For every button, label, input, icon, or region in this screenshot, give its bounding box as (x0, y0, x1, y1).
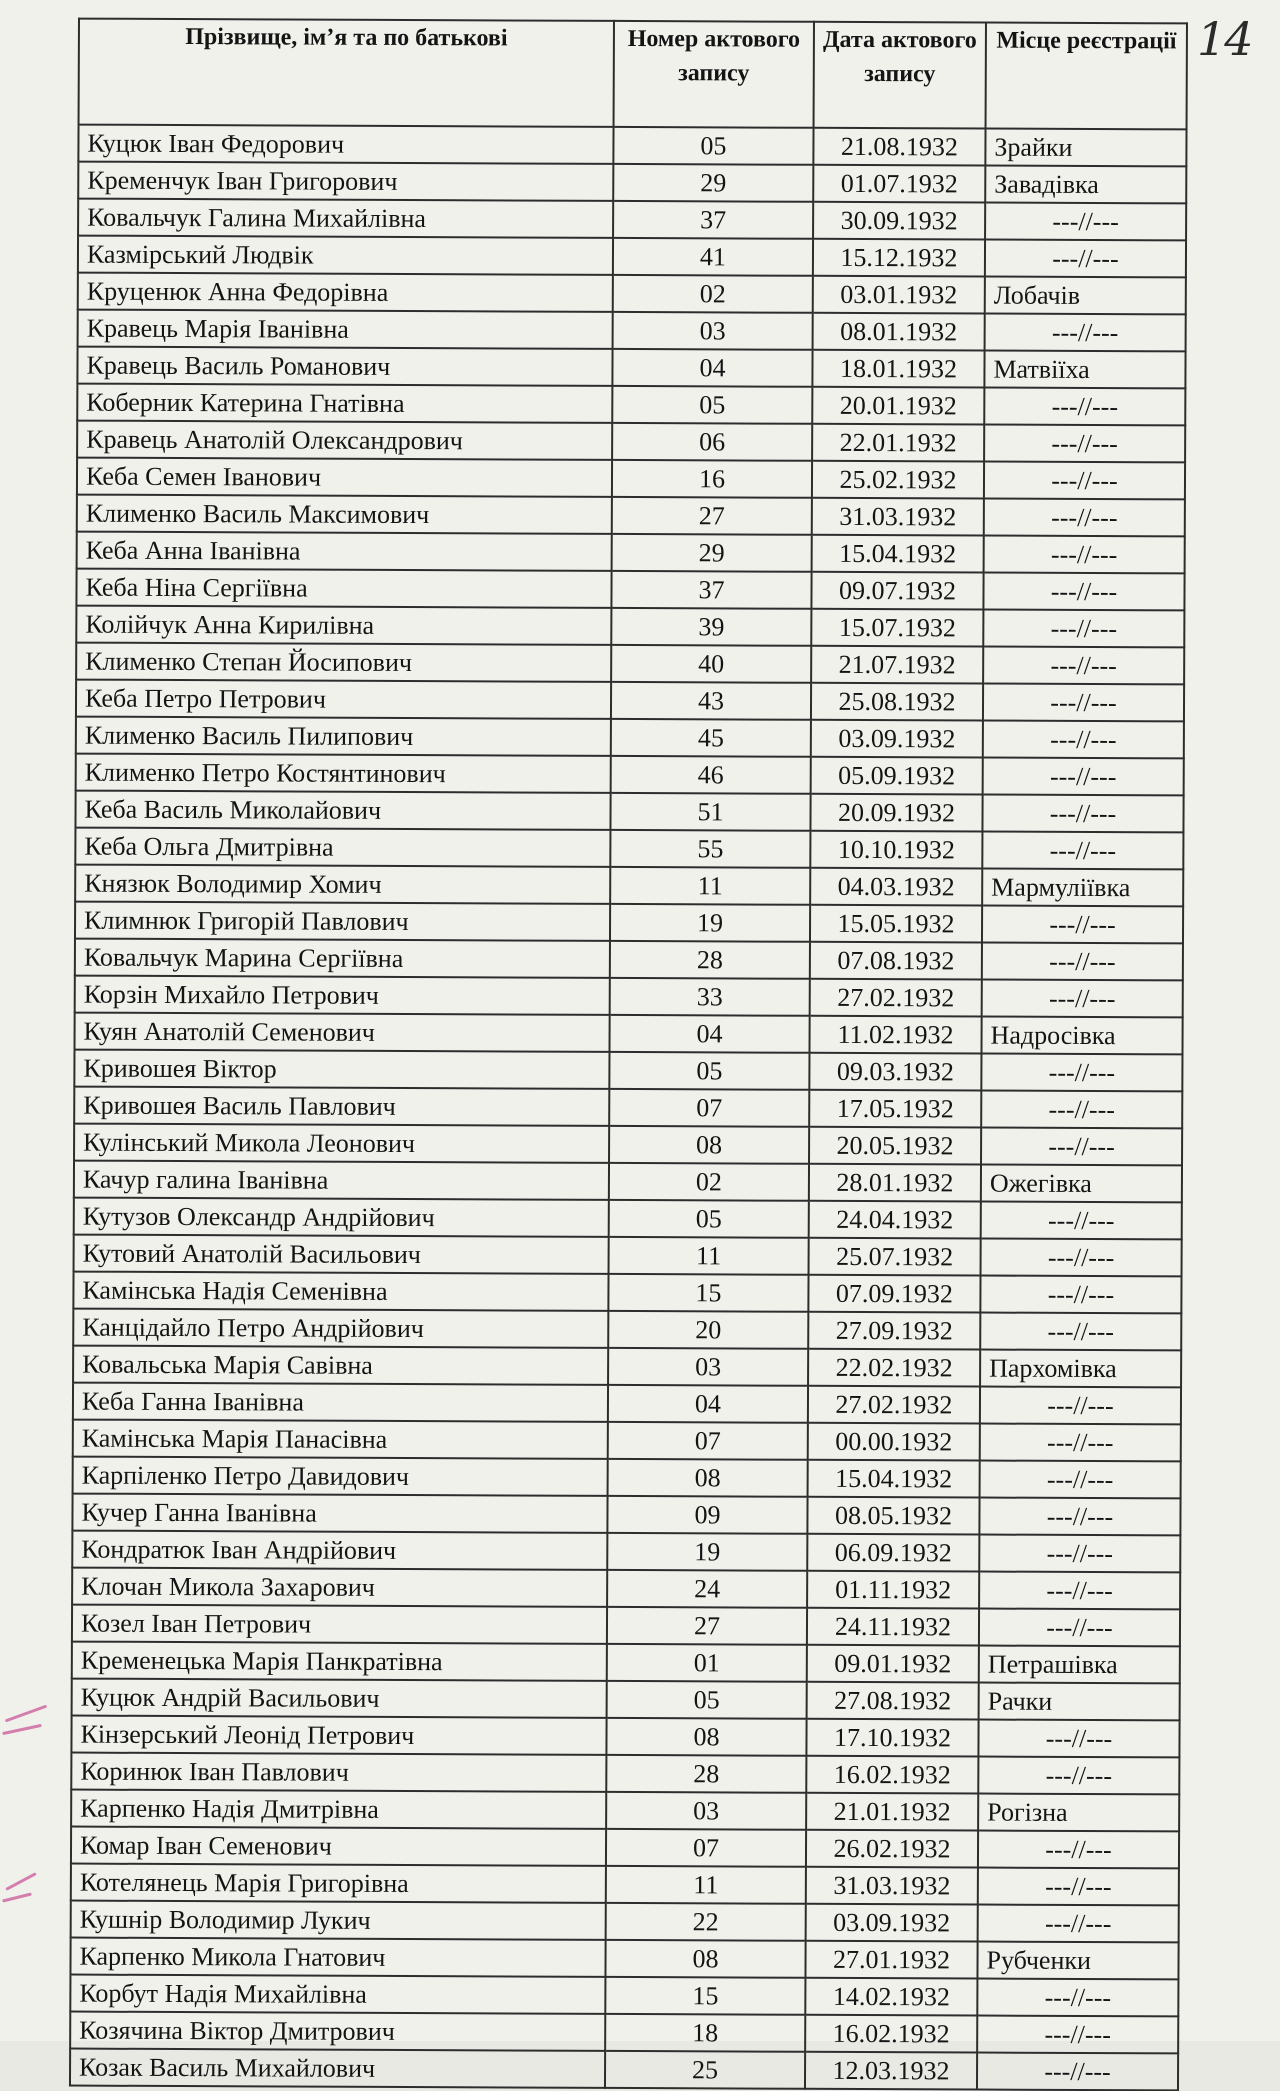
table-row (76, 680, 1184, 722)
cell-name: Корзін Михайло Петрович (75, 976, 610, 1015)
cell-registration-place: ---//--- (984, 536, 1185, 574)
cell-registration-place: ---//--- (982, 906, 1183, 944)
cell-record-date: 30.09.1932 (813, 202, 985, 240)
cell-name: Кеба Ніна Сергіївна (76, 569, 611, 608)
table-row (74, 1124, 1182, 1166)
cell-name: Канцідайло Петро Андрійович (73, 1309, 608, 1348)
cell-record-number: 05 (607, 1681, 807, 1719)
cell-record-number: 29 (613, 164, 813, 202)
records-body (70, 125, 1187, 2091)
cell-name: Колійчук Анна Кирилівна (76, 606, 611, 645)
cell-record-date: 22.01.1932 (812, 424, 984, 462)
cell-registration-place: ---//--- (978, 1757, 1179, 1795)
cell-name: Ковальчук Марина Сергіївна (75, 939, 610, 978)
table-row (73, 1272, 1181, 1314)
cell-name: Кондратюк Іван Андрійович (72, 1531, 607, 1570)
table-row (72, 1679, 1180, 1721)
table-row (78, 310, 1186, 352)
cell-record-number: 04 (608, 1385, 808, 1423)
cell-registration-place: ---//--- (979, 1572, 1180, 1610)
table-row (77, 458, 1185, 500)
records-table (69, 18, 1188, 2091)
cell-registration-place: ---//--- (981, 1054, 1182, 1092)
cell-registration-place: Петрашівка (979, 1646, 1180, 1684)
table-row (75, 865, 1183, 907)
cell-record-number: 39 (611, 608, 811, 646)
cell-name: Казмірський Людвік (78, 236, 613, 275)
column-header-name: Прізвище, ім’я та по батькові (79, 19, 614, 127)
cell-record-date: 10.10.1932 (810, 831, 982, 869)
cell-registration-place: ---//--- (983, 721, 1184, 759)
table-row (75, 791, 1183, 833)
cell-registration-place: Лобачів (985, 277, 1186, 315)
cell-record-date: 03.01.1932 (813, 276, 985, 314)
cell-record-date: 09.07.1932 (811, 572, 983, 610)
cell-record-number: 06 (612, 423, 812, 461)
cell-registration-place: ---//--- (980, 1313, 1181, 1351)
cell-registration-place: ---//--- (984, 388, 1185, 426)
cell-record-number: 41 (613, 238, 813, 276)
cell-name: Корбут Надія Михайлівна (70, 1975, 605, 2014)
cell-record-number: 27 (607, 1607, 807, 1645)
cell-name: Карпіленко Петро Давидович (73, 1457, 608, 1496)
cell-record-number: 15 (608, 1274, 808, 1312)
cell-registration-place: ---//--- (978, 1905, 1179, 1943)
cell-name: Кутузов Олександр Андрійович (74, 1198, 609, 1237)
cell-record-date: 31.03.1932 (812, 498, 984, 536)
cell-name: Кутовий Анатолій Васильович (74, 1235, 609, 1274)
cell-name: Качур галина Іванівна (74, 1161, 609, 1200)
cell-registration-place: ---//--- (981, 1239, 1182, 1277)
table-row (70, 1975, 1178, 2017)
cell-record-number: 16 (612, 460, 812, 498)
cell-name: Камінська Марія Панасівна (73, 1420, 608, 1459)
cell-registration-place: ---//--- (981, 1202, 1182, 1240)
cell-name: Куцюк Андрій Васильович (72, 1679, 607, 1718)
table-row (71, 1790, 1179, 1832)
cell-name: Кравець Марія Іванівна (78, 310, 613, 349)
column-header-place: Місце реєстрації (986, 23, 1187, 130)
cell-record-date: 21.01.1932 (806, 1793, 978, 1831)
cell-record-number: 19 (610, 904, 810, 942)
table-row (74, 1087, 1182, 1129)
cell-record-date: 16.02.1932 (806, 1756, 978, 1794)
pencil-mark (5, 1705, 47, 1723)
column-header-date: Дата актового запису (814, 22, 986, 129)
cell-registration-place: ---//--- (978, 1720, 1179, 1758)
cell-record-number: 22 (606, 1903, 806, 1941)
cell-record-date: 08.01.1932 (813, 313, 985, 351)
cell-record-date: 04.03.1932 (810, 868, 982, 906)
table-row (78, 236, 1186, 278)
cell-record-number: 19 (607, 1533, 807, 1571)
table-row (74, 1050, 1182, 1092)
cell-record-date: 15.04.1932 (808, 1460, 980, 1498)
cell-name: Кривошея Віктор (74, 1050, 609, 1089)
cell-record-date: 24.04.1932 (809, 1201, 981, 1239)
cell-registration-place: ---//--- (981, 1128, 1182, 1166)
cell-record-number: 08 (609, 1126, 809, 1164)
cell-name: Кравець Анатолій Олександрович (77, 421, 612, 460)
cell-name: Куцюк Іван Федорович (78, 125, 613, 164)
table-row (78, 273, 1186, 315)
cell-registration-place: Зрайки (985, 129, 1186, 167)
cell-name: Кінзерський Леонід Петрович (71, 1716, 606, 1755)
cell-registration-place: ---//--- (977, 2053, 1178, 2091)
cell-record-date: 21.08.1932 (813, 128, 985, 166)
cell-record-date: 27.09.1932 (808, 1312, 980, 1350)
cell-registration-place: ---//--- (980, 1424, 1181, 1462)
pencil-mark (2, 1724, 42, 1735)
cell-record-number: 08 (608, 1459, 808, 1497)
cell-registration-place: Пархомівка (980, 1350, 1181, 1388)
cell-record-number: 09 (607, 1496, 807, 1534)
cell-registration-place: ---//--- (983, 610, 1184, 648)
cell-record-date: 07.09.1932 (808, 1275, 980, 1313)
table-row (70, 2049, 1178, 2091)
cell-record-number: 28 (606, 1755, 806, 1793)
cell-name: Козел Іван Петрович (72, 1605, 607, 1644)
cell-record-number: 37 (613, 201, 813, 239)
cell-name: Ковальчук Галина Михайлівна (78, 199, 613, 238)
cell-name: Карпенко Надія Дмитрівна (71, 1790, 606, 1829)
table-row (78, 125, 1186, 167)
cell-record-date: 27.02.1932 (808, 1386, 980, 1424)
table-row (77, 495, 1185, 537)
cell-record-date: 00.00.1932 (808, 1423, 980, 1461)
column-header-number: Номер актового запису (614, 21, 814, 128)
table-row (71, 1716, 1179, 1758)
cell-record-number: 04 (609, 1015, 809, 1053)
cell-registration-place: Матвіїха (984, 351, 1185, 389)
cell-record-date: 03.09.1932 (806, 1904, 978, 1942)
cell-name: Кеба Семен Іванович (77, 458, 612, 497)
cell-name: Круценюк Анна Федорівна (78, 273, 613, 312)
cell-record-number: 05 (612, 386, 812, 424)
cell-registration-place: ---//--- (981, 1091, 1182, 1129)
cell-record-number: 33 (610, 978, 810, 1016)
table-row (71, 1864, 1179, 1906)
cell-name: Клименко Петро Костянтинович (76, 754, 611, 793)
cell-record-number: 20 (608, 1311, 808, 1349)
cell-name: Кривошея Василь Павлович (74, 1087, 609, 1126)
table-row (77, 347, 1185, 389)
cell-record-number: 02 (613, 275, 813, 313)
cell-name: Климнюк Григорій Павлович (75, 902, 610, 941)
table-row (76, 643, 1184, 685)
cell-record-date: 15.04.1932 (812, 535, 984, 573)
cell-record-number: 03 (606, 1792, 806, 1830)
cell-registration-place: Рубченки (977, 1942, 1178, 1980)
cell-record-number: 05 (609, 1200, 809, 1238)
cell-record-number: 11 (606, 1866, 806, 1904)
table-row (74, 1161, 1182, 1203)
table-row (76, 717, 1184, 759)
cell-name: Кеба Петро Петрович (76, 680, 611, 719)
cell-record-date: 08.05.1932 (807, 1497, 979, 1535)
cell-record-date: 01.11.1932 (807, 1571, 979, 1609)
cell-registration-place: ---//--- (983, 647, 1184, 685)
cell-record-number: 45 (611, 719, 811, 757)
cell-record-date: 27.02.1932 (810, 979, 982, 1017)
cell-registration-place: ---//--- (983, 573, 1184, 611)
table-row (77, 532, 1185, 574)
cell-registration-place: ---//--- (982, 795, 1183, 833)
table-row (76, 754, 1184, 796)
cell-record-date: 06.09.1932 (807, 1534, 979, 1572)
cell-registration-place: ---//--- (982, 980, 1183, 1018)
cell-record-date: 09.03.1932 (809, 1053, 981, 1091)
cell-record-number: 15 (605, 1977, 805, 2015)
cell-record-date: 26.02.1932 (806, 1830, 978, 1868)
cell-registration-place: Завадівка (985, 166, 1186, 204)
table-row (72, 1531, 1180, 1573)
cell-registration-place: ---//--- (984, 462, 1185, 500)
cell-registration-place: ---//--- (984, 499, 1185, 537)
cell-name: Куян Анатолій Семенович (75, 1013, 610, 1052)
cell-registration-place: ---//--- (978, 1831, 1179, 1869)
cell-record-date: 20.09.1932 (810, 794, 982, 832)
cell-record-date: 15.05.1932 (810, 905, 982, 943)
table-row (71, 1827, 1179, 1869)
cell-name: Коберник Катерина Гнатівна (77, 384, 612, 423)
table-row (70, 1938, 1178, 1980)
cell-record-date: 24.11.1932 (807, 1608, 979, 1646)
cell-record-date: 17.10.1932 (806, 1719, 978, 1757)
cell-record-number: 11 (610, 867, 810, 905)
cell-registration-place: Надросівка (981, 1017, 1182, 1055)
table-row (75, 1013, 1183, 1055)
cell-record-date: 12.03.1932 (805, 2052, 977, 2090)
cell-record-number: 08 (605, 1940, 805, 1978)
table-row (73, 1346, 1181, 1388)
cell-record-number: 01 (607, 1644, 807, 1682)
table-row (75, 902, 1183, 944)
cell-name: Камінська Надія Семенівна (73, 1272, 608, 1311)
cell-record-date: 11.02.1932 (809, 1016, 981, 1054)
cell-record-date: 18.01.1932 (812, 350, 984, 388)
cell-registration-place: ---//--- (979, 1609, 1180, 1647)
cell-record-date: 25.07.1932 (809, 1238, 981, 1276)
cell-record-number: 25 (605, 2051, 805, 2089)
cell-registration-place: ---//--- (977, 1979, 1178, 2017)
table-row (72, 1642, 1180, 1684)
cell-record-date: 22.02.1932 (808, 1349, 980, 1387)
header-row (79, 19, 1187, 130)
cell-name: Кременецька Марія Панкратівна (72, 1642, 607, 1681)
pencil-mark (2, 1892, 32, 1902)
cell-record-number: 40 (611, 645, 811, 683)
cell-record-date: 17.05.1932 (809, 1090, 981, 1128)
cell-record-number: 03 (613, 312, 813, 350)
table-row (78, 199, 1186, 241)
cell-name: Карпенко Микола Гнатович (70, 1938, 605, 1977)
cell-record-number: 08 (606, 1718, 806, 1756)
cell-record-number: 07 (606, 1829, 806, 1867)
cell-registration-place: ---//--- (982, 943, 1183, 981)
table-row (78, 162, 1186, 204)
cell-record-date: 20.01.1932 (812, 387, 984, 425)
table-row (72, 1494, 1180, 1536)
cell-registration-place: Рачки (979, 1683, 1180, 1721)
cell-name: Козячина Віктор Дмитрович (70, 2012, 605, 2051)
cell-name: Котелянець Марія Григорівна (71, 1864, 606, 1903)
cell-name: Кременчук Іван Григорович (78, 162, 613, 201)
cell-record-number: 24 (607, 1570, 807, 1608)
cell-name: Кравець Василь Романович (77, 347, 612, 386)
table-row (77, 421, 1185, 463)
table-row (77, 384, 1185, 426)
table-row (71, 1753, 1179, 1795)
cell-record-date: 28.01.1932 (809, 1164, 981, 1202)
cell-record-number: 05 (609, 1052, 809, 1090)
table-row (75, 976, 1183, 1018)
cell-record-date: 25.02.1932 (812, 461, 984, 499)
cell-record-number: 28 (610, 941, 810, 979)
cell-name: Клименко Василь Максимович (77, 495, 612, 534)
cell-name: Кулінський Микола Леонович (74, 1124, 609, 1163)
cell-record-number: 04 (612, 349, 812, 387)
cell-registration-place: ---//--- (983, 684, 1184, 722)
cell-record-number: 03 (608, 1348, 808, 1386)
cell-record-date: 03.09.1932 (811, 720, 983, 758)
cell-record-date: 20.05.1932 (809, 1127, 981, 1165)
table-row (73, 1420, 1181, 1462)
cell-record-date: 27.08.1932 (807, 1682, 979, 1720)
cell-record-number: 37 (611, 571, 811, 609)
cell-registration-place: ---//--- (984, 425, 1185, 463)
table-row (73, 1383, 1181, 1425)
pencil-mark (5, 1872, 36, 1891)
table-row (76, 569, 1184, 611)
cell-registration-place: Ожегівка (981, 1165, 1182, 1203)
cell-record-number: 11 (609, 1237, 809, 1275)
table-row (71, 1901, 1179, 1943)
cell-name: Кеба Ольга Дмитрівна (75, 828, 610, 867)
cell-registration-place: Мармуліївка (982, 869, 1183, 907)
cell-record-number: 43 (611, 682, 811, 720)
cell-name: Комар Іван Семенович (71, 1827, 606, 1866)
cell-registration-place: ---//--- (980, 1276, 1181, 1314)
table-row (70, 2012, 1178, 2054)
table-row (72, 1568, 1180, 1610)
table-row (73, 1457, 1181, 1499)
cell-record-date: 21.07.1932 (811, 646, 983, 684)
cell-record-date: 27.01.1932 (805, 1941, 977, 1979)
cell-name: Кеба Анна Іванівна (77, 532, 612, 571)
cell-registration-place: ---//--- (980, 1461, 1181, 1499)
cell-registration-place: Рогізна (978, 1794, 1179, 1832)
page-number: 14 (1197, 12, 1252, 66)
cell-record-number: 55 (610, 830, 810, 868)
cell-registration-place: ---//--- (980, 1387, 1181, 1425)
cell-registration-place: ---//--- (982, 832, 1183, 870)
cell-registration-place: ---//--- (979, 1498, 1180, 1536)
cell-name: Клименко Василь Пилипович (76, 717, 611, 756)
cell-registration-place: ---//--- (983, 758, 1184, 796)
cell-registration-place: ---//--- (985, 203, 1186, 241)
cell-record-number: 18 (605, 2014, 805, 2052)
cell-record-number: 27 (612, 497, 812, 535)
cell-record-number: 46 (611, 756, 811, 794)
cell-record-date: 25.08.1932 (811, 683, 983, 721)
table-row (72, 1605, 1180, 1647)
cell-name: Клименко Степан Йосипович (76, 643, 611, 682)
cell-registration-place: ---//--- (979, 1535, 1180, 1573)
cell-record-date: 01.07.1932 (813, 165, 985, 203)
cell-name: Козак Василь Михайлович (70, 2049, 605, 2088)
cell-record-number: 07 (608, 1422, 808, 1460)
cell-name: Ковальська Марія Савівна (73, 1346, 608, 1385)
cell-record-number: 29 (612, 534, 812, 572)
cell-name: Кушнір Володимир Лукич (71, 1901, 606, 1940)
cell-record-date: 15.07.1932 (811, 609, 983, 647)
table-row (76, 606, 1184, 648)
cell-name: Кеба Василь Миколайович (75, 791, 610, 830)
cell-name: Кучер Ганна Іванівна (72, 1494, 607, 1533)
cell-registration-place: ---//--- (978, 1868, 1179, 1906)
cell-record-date: 16.02.1932 (805, 2015, 977, 2053)
table-row (75, 828, 1183, 870)
cell-record-date: 31.03.1932 (806, 1867, 978, 1905)
cell-name: Коринюк Іван Павлович (71, 1753, 606, 1792)
cell-record-date: 14.02.1932 (805, 1978, 977, 2016)
cell-record-number: 07 (609, 1089, 809, 1127)
cell-record-number: 05 (613, 127, 813, 165)
cell-name: Князюк Володимир Хомич (75, 865, 610, 904)
cell-registration-place: ---//--- (985, 314, 1186, 352)
cell-record-date: 05.09.1932 (811, 757, 983, 795)
table-row (73, 1309, 1181, 1351)
cell-registration-place: ---//--- (977, 2016, 1178, 2054)
table-row (75, 939, 1183, 981)
table-row (74, 1198, 1182, 1240)
cell-record-date: 15.12.1932 (813, 239, 985, 277)
table-row (74, 1235, 1182, 1277)
cell-name: Клочан Микола Захарович (72, 1568, 607, 1607)
cell-name: Кеба Ганна Іванівна (73, 1383, 608, 1422)
cell-registration-place: ---//--- (985, 240, 1186, 278)
cell-record-date: 09.01.1932 (807, 1645, 979, 1683)
cell-record-number: 51 (610, 793, 810, 831)
cell-record-number: 02 (609, 1163, 809, 1201)
cell-record-date: 07.08.1932 (810, 942, 982, 980)
